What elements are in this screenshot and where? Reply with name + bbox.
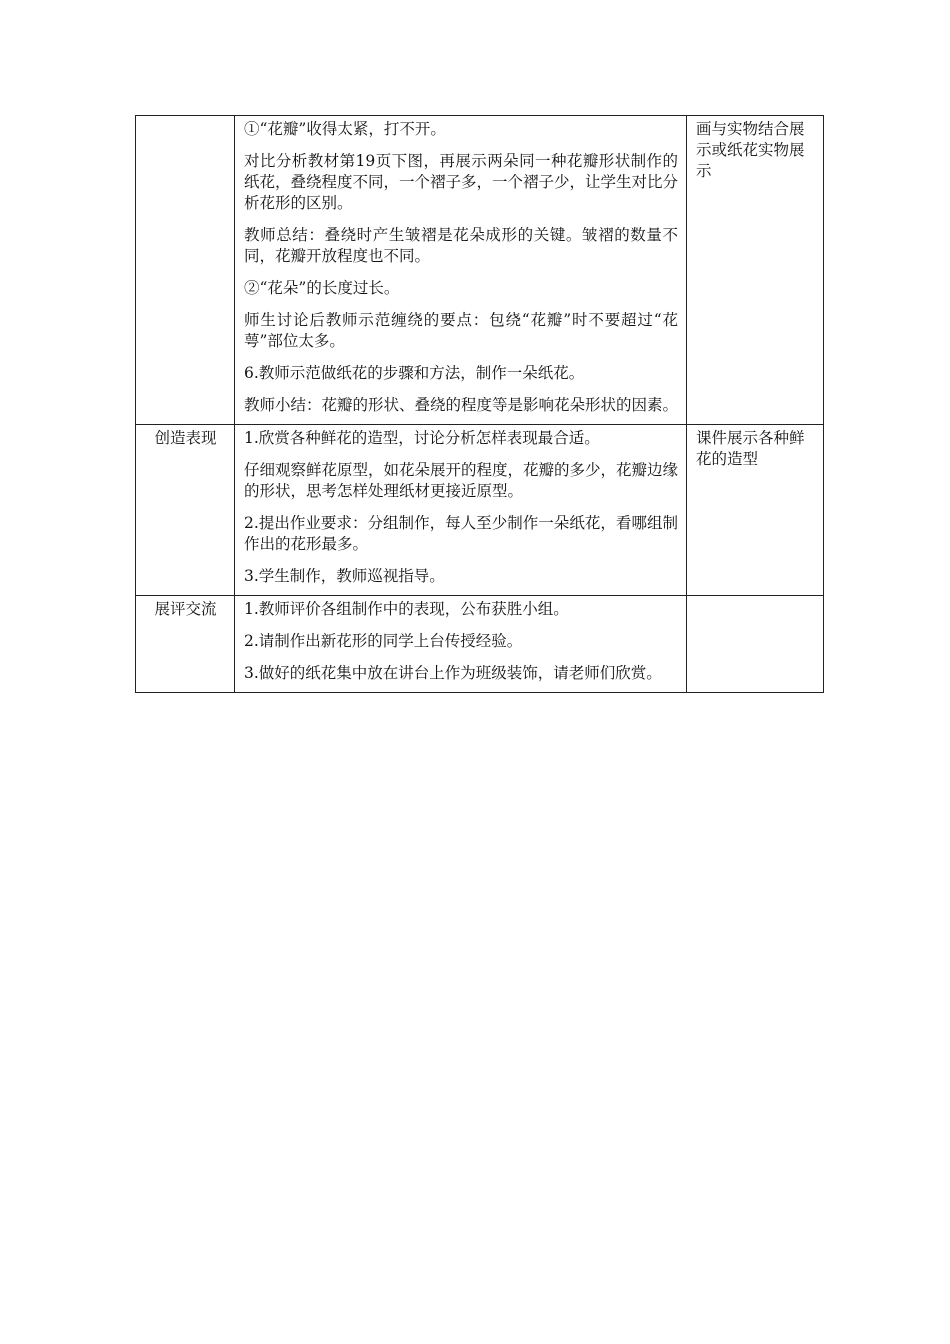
activity-paragraph: 1.欣赏各种鲜花的造型，讨论分析怎样表现最合适。 [244, 429, 600, 447]
activity-paragraph: 对比分析教材第19页下图，再展示两朵同一种花瓣形状制作的纸花，叠绕程度不同，一个褶子多，一个褶子少，让学生对比分析花形的区别。 [244, 152, 679, 212]
activity-paragraph: 3.学生制作，教师巡视指导。 [244, 567, 445, 585]
activity-paragraph: 教师总结：叠绕时产生皱褶是花朵成形的关键。皱褶的数量不同，花瓣开放程度也不同。 [244, 226, 678, 265]
activity-cell [235, 596, 687, 693]
resource-cell: 画与实物结合展示或纸花实物展示 [687, 116, 824, 425]
activity-paragraph: 3.做好的纸花集中放在讲台上作为班级装饰，请老师们欣赏。 [244, 664, 662, 682]
activity-paragraph: 仔细观察鲜花原型，如花朵展开的程度，花瓣的多少，花瓣边缘的形状，思考怎样处理纸材更接近原型。 [244, 461, 679, 500]
activity-paragraph: 6.教师示范做纸花的步骤和方法，制作一朵纸花。 [244, 364, 585, 382]
stage-cell [136, 116, 235, 425]
activity-paragraph: 2.请制作出新花形的同学上台传授经验。 [244, 632, 523, 650]
activity-paragraph: 教师小结：花瓣的形状、叠绕的程度等是影响花朵形状的因素。 [244, 396, 679, 414]
activity-cell [235, 425, 687, 596]
stage-cell: 创造表现 [136, 425, 235, 596]
activity-paragraph: 师生讨论后教师示范缠绕的要点：包绕“花瓣”时不要超过“花萼”部位太多。 [244, 311, 678, 350]
activity-paragraph: ②“花朵”的长度过长。 [244, 279, 400, 297]
activity-cell [235, 116, 687, 425]
activity-paragraph: 2.提出作业要求：分组制作，每人至少制作一朵纸花，看哪组制作出的花形最多。 [244, 514, 678, 553]
table-row [136, 425, 824, 596]
resource-cell [687, 596, 824, 693]
table-row [136, 596, 824, 693]
table-row [136, 116, 824, 425]
resource-cell: 课件展示各种鲜花的造型 [687, 425, 824, 596]
activity-paragraph: 1.教师评价各组制作中的表现，公布获胜小组。 [244, 600, 569, 618]
activity-paragraph: ①“花瓣”收得太紧，打不开。 [244, 120, 446, 138]
lesson-plan-table [135, 115, 824, 693]
stage-cell: 展评交流 [136, 596, 235, 693]
